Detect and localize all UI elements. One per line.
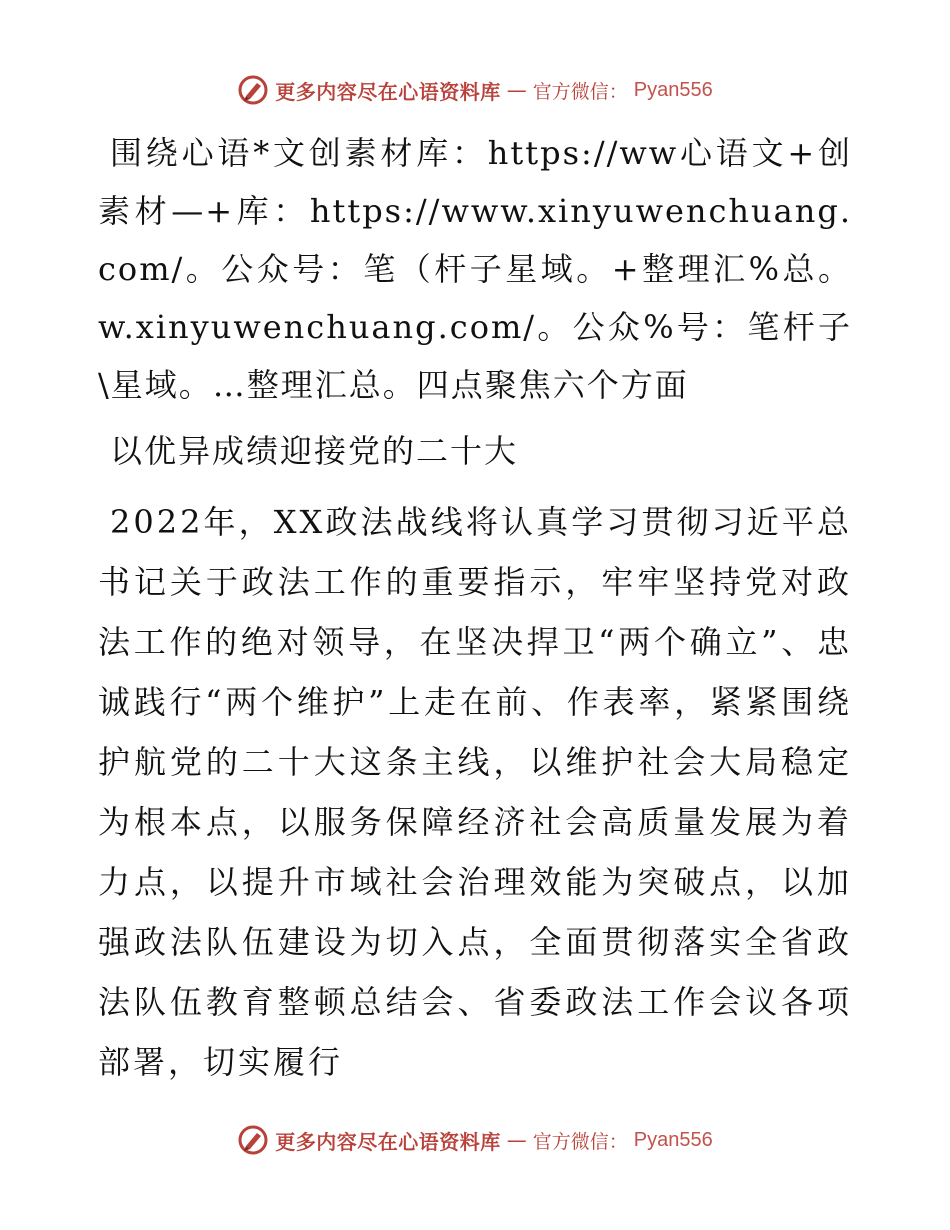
intro-paragraph: 围绕心语*文创素材库：https://ww心语文+创素材—+库：https://www.xinyuwenchuang.com/。公众号：笔（杆子星域。+整理汇%总。w.xinyuwenchuang.com/。公众%号：笔杆子\星域。…整理汇总。四点聚焦六个方面 — [98, 134, 852, 404]
watermark-main-text: 更多内容尽在心语资料库 — [275, 1129, 501, 1154]
pen-circle-logo-icon — [237, 1124, 269, 1156]
body-paragraph: 2022年，XX政法战线将认真学习贯彻习近平总书记关于政法工作的重要指示，牢牢坚持党对政法工作的绝对领导，在坚决捍卫“两个确立”、忠诚践行“两个维护”上走在前、作表率，紧紧围绕护航党的二十大这条主线，以维护社会大局稳定为根本点，以服务保障经济社会高质量发展为着力点，以提升市域社会治理效能为突破点，以加强政法队伍建设为切入点，全面贯彻落实全省政法队伍教育整顿总结会、省委政法工作会议各项部署，切实履行 — [98, 503, 852, 1081]
watermark-footer — [0, 1122, 950, 1158]
watermark-header — [0, 72, 950, 108]
pen-circle-logo-icon — [237, 74, 269, 106]
watermark-separator: — — [506, 78, 527, 102]
watermark-wechat-id: Pyan556 — [633, 78, 713, 101]
watermark-main-text: 更多内容尽在心语资料库 — [275, 79, 501, 104]
watermark-wechat-id: Pyan556 — [633, 1128, 713, 1151]
watermark-separator: — — [506, 1128, 527, 1152]
document-content — [98, 124, 852, 1092]
watermark-wechat-label: 官方微信： — [532, 80, 628, 103]
watermark-wechat-label: 官方微信： — [532, 1130, 628, 1153]
document-heading: 以优异成绩迎接党的二十大 — [110, 432, 519, 470]
